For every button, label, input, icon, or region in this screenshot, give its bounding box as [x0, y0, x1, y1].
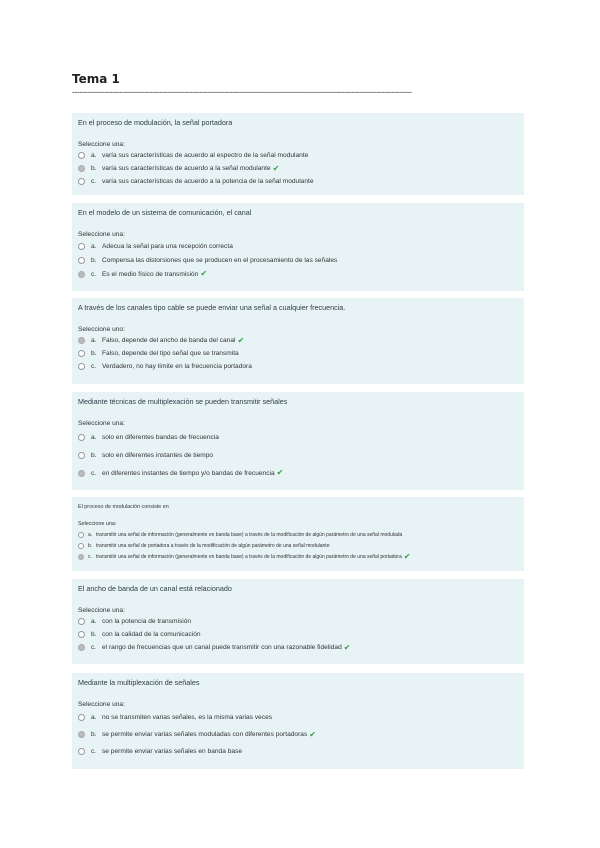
answer-option[interactable]	[78, 628, 518, 641]
radio-button[interactable]	[78, 543, 84, 549]
option-text: solo en diferentes bandas de frecuencia	[102, 433, 219, 441]
option-letter: b.	[91, 451, 97, 459]
radio-button[interactable]	[78, 532, 84, 538]
answer-option[interactable]	[78, 551, 518, 562]
option-letter: a.	[88, 531, 93, 538]
answer-option[interactable]	[78, 253, 518, 267]
question-text: A través de los canales tipo cable se puede enviar una señal a cualquier frecuencia.	[78, 303, 346, 312]
radio-button[interactable]	[78, 748, 85, 755]
option-text: Es el medio físico de transmisión	[102, 270, 199, 278]
answer-option[interactable]	[78, 175, 518, 188]
question-card	[72, 497, 524, 571]
answer-option[interactable]	[78, 743, 518, 760]
option-letter: a.	[91, 618, 97, 625]
answer-option[interactable]	[78, 428, 518, 446]
option-text: se permite enviar varias señales moduladas con diferentes portadoras	[102, 731, 308, 738]
question-text: En el modelo de un sistema de comunicación, el canal	[78, 208, 252, 217]
option-text: se permite enviar varias señales en banda base	[102, 748, 243, 755]
option-letter: a.	[91, 242, 97, 250]
checkmark-icon: ✔	[343, 642, 351, 652]
radio-button-selected[interactable]	[78, 337, 85, 344]
radio-button-selected[interactable]	[78, 165, 85, 172]
answer-option[interactable]	[78, 446, 518, 464]
question-text: El ancho de banda de un canal está relacionado	[78, 584, 232, 593]
question-card	[72, 298, 524, 384]
option-letter: c.	[91, 363, 97, 370]
question-card	[72, 203, 524, 291]
answer-option[interactable]	[78, 641, 518, 654]
radio-button-selected[interactable]	[78, 470, 85, 477]
option-text: Falso, depende del ancho de banda del canal	[102, 337, 236, 344]
checkmark-icon: ✔	[272, 163, 280, 173]
radio-button[interactable]	[78, 434, 85, 441]
checkmark-icon: ✔	[200, 269, 208, 278]
option-letter: b.	[91, 350, 97, 357]
answer-option[interactable]	[78, 360, 518, 373]
option-letter: b.	[88, 542, 93, 549]
select-prompt: Seleccione una:	[78, 607, 125, 614]
checkmark-icon: ✔	[237, 335, 245, 345]
option-letter: c.	[91, 178, 97, 185]
radio-button-selected[interactable]	[78, 271, 85, 278]
answer-option[interactable]	[78, 347, 518, 360]
option-letter: c.	[91, 644, 97, 651]
option-text: Verdadero, no hay límite en la frecuencia portadora	[102, 363, 252, 370]
option-letter: a.	[91, 714, 97, 721]
select-prompt: Seleccione uno:	[78, 326, 125, 333]
radio-button[interactable]	[78, 618, 85, 625]
radio-button[interactable]	[78, 714, 85, 721]
option-text: Compensa las distorsiones que se producen en el procesamiento de las señales	[102, 256, 338, 264]
answer-option[interactable]	[78, 464, 518, 482]
document-title: Tema 1	[72, 72, 120, 86]
option-letter: b.	[91, 256, 97, 264]
option-letter: a.	[91, 152, 97, 159]
option-letter: c.	[91, 748, 97, 755]
checkmark-icon: ✔	[276, 468, 284, 477]
question-card	[72, 579, 524, 664]
option-text: transmitir una señal de portadora a través de la modificación de algún parámetro de una señal modulante	[96, 542, 330, 549]
option-text: transmitir una señal de información (generalmente en banda base) a través de la modificación de algún parámetro de una señal portadora	[96, 553, 402, 560]
radio-button[interactable]	[78, 152, 85, 159]
radio-button-selected[interactable]	[78, 554, 84, 560]
question-card	[72, 392, 524, 490]
option-text: con la potencia de transmisión	[102, 618, 192, 625]
radio-button[interactable]	[78, 631, 85, 638]
option-text: varía sus características de acuerdo al espectro de la señal modulante	[102, 152, 309, 159]
select-prompt: Seleccione una:	[78, 141, 125, 148]
option-letter: a.	[91, 337, 97, 344]
radio-button[interactable]	[78, 178, 85, 185]
option-text: el rango de frecuencias que un canal puede transmitir con una razonable fidelidad	[102, 644, 342, 651]
radio-button[interactable]	[78, 257, 85, 264]
question-card	[72, 673, 524, 769]
answer-option[interactable]	[78, 726, 518, 743]
answer-option[interactable]	[78, 615, 518, 628]
question-card	[72, 113, 524, 195]
option-text: Falso, depende del tipo señal que se transmita	[102, 350, 239, 357]
option-text: Adecua la señal para una recepción correcta	[102, 242, 233, 250]
option-text: varía sus características de acuerdo a la potencia de la señal modulante	[102, 178, 314, 185]
option-text: con la calidad de la comunicación	[102, 631, 201, 638]
answer-option[interactable]	[78, 529, 518, 540]
answer-option[interactable]	[78, 239, 518, 253]
answer-option[interactable]	[78, 540, 518, 551]
option-text: no se transmiten varias señales, es la misma varias veces	[102, 714, 273, 721]
option-letter: c.	[91, 469, 97, 477]
radio-button[interactable]	[78, 243, 85, 250]
answer-option[interactable]	[78, 149, 518, 162]
option-text: en diferentes instantes de tiempo y/o bandas de frecuencia	[102, 469, 275, 477]
answer-option[interactable]	[78, 709, 518, 726]
select-prompt: Seleccione una:	[78, 420, 125, 427]
select-prompt: Seleccione una:	[78, 231, 125, 238]
question-text: En el proceso de modulación, la señal portadora	[78, 118, 233, 127]
answer-option[interactable]	[78, 334, 518, 347]
option-letter: b.	[91, 631, 97, 638]
checkmark-icon: ✔	[403, 551, 411, 561]
title-divider: ----------------------------------------------------------------------------------------------------------------------------------------	[72, 89, 412, 95]
question-text: El proceso de modulación consiste en	[78, 504, 169, 510]
option-text: varía sus características de acuerdo a la señal modulante	[102, 165, 271, 172]
option-text: transmitir una señal de información (generalmente en banda base) a través de la modificación de algún parámetro de una señal modulada	[96, 531, 403, 538]
radio-button[interactable]	[78, 452, 85, 459]
answer-option[interactable]	[78, 162, 518, 175]
radio-button-selected[interactable]	[78, 644, 85, 651]
checkmark-icon: ✔	[309, 729, 316, 739]
option-text: solo en diferentes instantes de tiempo	[102, 451, 214, 459]
option-letter: a.	[91, 433, 97, 441]
select-prompt: Seleccione una:	[78, 521, 117, 527]
question-text: Mediante la multiplexación de señales	[78, 678, 200, 687]
option-letter: c.	[88, 553, 92, 560]
option-letter: b.	[91, 731, 97, 738]
radio-button[interactable]	[78, 350, 85, 357]
question-text: Mediante técnicas de multiplexación se pueden transmitir señales	[78, 397, 288, 406]
radio-button[interactable]	[78, 363, 85, 370]
answer-option[interactable]	[78, 267, 518, 281]
select-prompt: Seleccione una:	[78, 701, 125, 708]
radio-button-selected[interactable]	[78, 731, 85, 738]
option-letter: b.	[91, 165, 97, 172]
option-letter: c.	[91, 270, 97, 278]
